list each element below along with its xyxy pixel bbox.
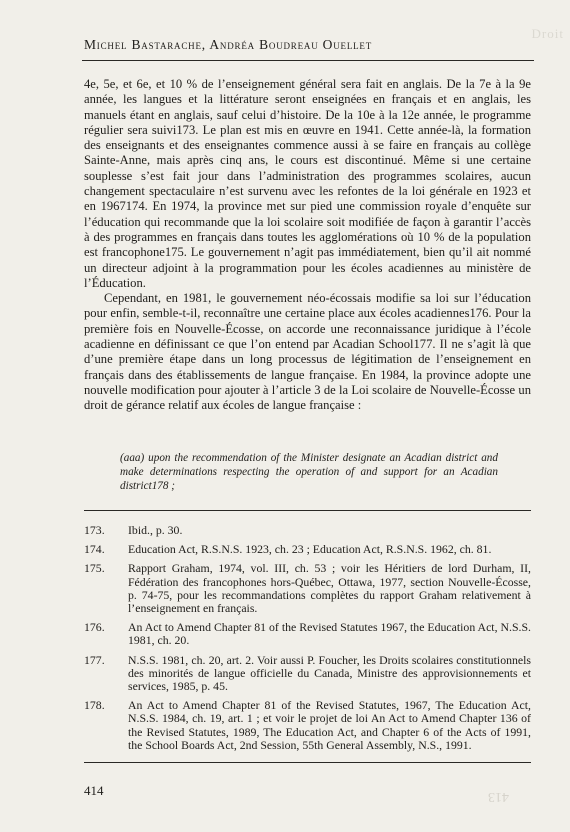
footnote-number: 175. <box>84 561 105 576</box>
footnote-text: An Act to Amend Chapter 81 of the Revised Statutes 1967, the Education Act, N.S.S. 1981, ch. 20. <box>128 620 531 648</box>
bottom-rule <box>84 762 531 763</box>
footnote-175 <box>84 562 531 615</box>
body-text <box>84 77 531 414</box>
page-number: 414 <box>84 783 104 798</box>
footnote-174 <box>84 543 531 556</box>
footnote-rule <box>84 510 531 511</box>
footnote-number: 177. <box>84 652 105 667</box>
header-rule <box>82 60 534 61</box>
statute-quote: (aaa) upon the recommendation of the Minister designate an Acadian district and make determinations respecting the operation of and support for an Acadian district178 ; <box>120 452 498 492</box>
footnotes <box>84 524 531 758</box>
paragraph-1: 4e, 5e, et 6e, et 10 % de l’enseignement général sera fait en anglais. De la 7e à la 9e année, les langues et la littérature seront enseignées en français et en anglais, les manuels étant en anglais, sauf celui d’histoire. De la 10e à la 12e année, le programme régulier sera suivi173. Le plan est mis en œuvre en 1941. Cette année-là, la formation des enseignants et des enseignantes commence aussi à se faire en français au collège Sainte-Anne, mais après cinq ans, le cours est discontinué. Même si une certaine souplesse s’est fait jour dans l’administration des programmes scolaires, aucun changement spectaculaire n’est survenu avec les refontes de la loi générale en 1923 et en 1967174. En 1974, la province met sur pied une commission royale d’enquête sur l’éducation qui recommande que la loi scolaire soit modifiée de façon à garantir l’accès à des programmes en français dans toutes les agglomérations où 10 % de la population est francophone175. Le gouvernement n’agit pas immédiatement, bien qu’il ait nommé un directeur adjoint à la programmation pour les écoles acadiennes au ministère de l’Éducation. <box>84 77 531 290</box>
footnote-number: 174. <box>84 542 105 557</box>
footnote-173 <box>84 524 531 537</box>
footnote-text: N.S.S. 1981, ch. 20, art. 2. Voir aussi P. Foucher, les Droits scolaires constitutionnels des minorités de langue officielle du Canada, Ministre des approvisionnements et services, 1985, p. 45. <box>128 652 531 694</box>
footnote-178 <box>84 699 531 752</box>
footnote-number: 173. <box>84 523 105 537</box>
footnote-number: 178. <box>84 698 105 713</box>
footnote-176 <box>84 621 531 647</box>
footnote-text: Rapport Graham, 1974, vol. III, ch. 53 ; voir les Héritiers de lord Durham, II, Fédération des francophones hors-Québec, Ottawa, 1977, section Nouvelle-Écosse, p. 74-75, pour les recommandations complètes du rapport Graham relativement à l’enseignement en français. <box>128 561 531 616</box>
paragraph-2: Cependant, en 1981, le gouvernement néo-écossais modifie sa loi sur l’éducation pour enfin, semble-t-il, reconnaître une certaine place aux écoles acadiennes176. Pour la première fois en Nouvelle-Écosse, on accorde une reconnaissance juridique à l’école acadienne en définissant ce que l’on entend par Acadian School177. Il ne s’agit là que d’une première étape dans un long processus de légitimation de l’enseignement en français dans des établissements de langue française. En 1984, la province adopte une nouvelle modification pour ajouter à l’article 3 de la Loi scolaire de Nouvelle-Écosse un droit de gérance relatif aux écoles de langue française : <box>84 291 531 413</box>
footnote-text: An Act to Amend Chapter 81 of the Revised Statutes, 1967, The Education Act, N.S.S. 1984, ch. 19, art. 1 ; et voir le projet de loi An Act to Amend Chapter 136 of the Revised Statutes, 1989, The Education Act, and Chapter 6 of the Acts of 1991, the School Boards Act, 2nd Session, 55th General Assembly, N.S., 1991. <box>128 698 531 752</box>
bleed-through-page-number: 413 <box>488 789 509 804</box>
footnote-text: Ibid., p. 30. <box>128 523 183 537</box>
footnote-text: Education Act, R.S.N.S. 1923, ch. 23 ; Education Act, R.S.N.S. 1962, ch. 81. <box>128 542 492 557</box>
footnote-177 <box>84 654 531 694</box>
bleed-through-text: Droit <box>531 26 564 41</box>
running-head: Michel Bastarache, Andréa Boudreau Ouellet <box>84 37 373 52</box>
footnote-number: 176. <box>84 620 105 635</box>
